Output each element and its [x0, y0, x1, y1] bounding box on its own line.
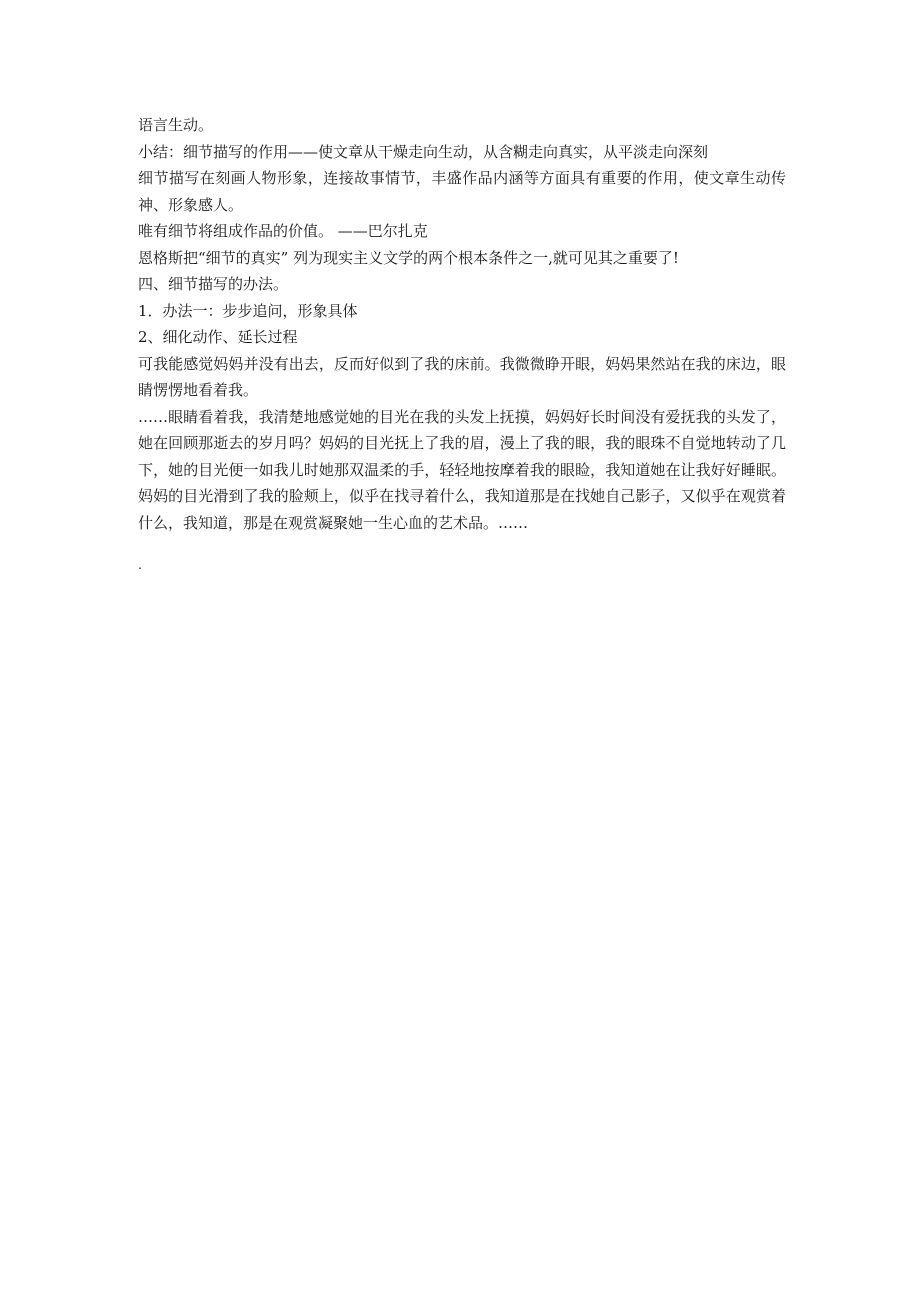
- paragraph-example-1: 可我能感觉妈妈并没有出去，反而好似到了我的床前。我微微睁开眼，妈妈果然站在我的床边，眼睛愣愣地看着我。: [138, 354, 786, 399]
- paragraph-importance: 细节描写在刻画人物形象，连接故事情节，丰盛作品内涵等方面具有重要的作用，使文章生动传神、形象感人。: [138, 169, 786, 214]
- section-heading-methods: 四、细节描写的办法。: [138, 275, 289, 293]
- method-item-2: 2、细化动作、延长过程: [138, 328, 298, 346]
- paragraph-quote-engels: 恩格斯把“细节的真实” 列为现实主义文学的两个根本条件之一,就可见其之重要了!: [138, 248, 679, 267]
- paragraph-example-2: ……眼睛看着我，我清楚地感觉她的目光在我的头发上抚摸，妈妈好长时间没有爱抚我的头发了，她在回顾那逝去的岁月吗？妈妈的目光抚上了我的眉，漫上了我的眼，我的眼珠不自觉地转动了几下，她的目光便一如我儿时她那双温柔的手，轻轻地按摩着我的眼睑，我知道她在让我好好睡眠。妈妈的目光滑到了我的脸颊上，似乎在找寻着什么，我知道那是在找她自己影子，又似乎在观赏着什么，我知道，那是在观赏凝聚她一生心血的艺术品。……: [138, 407, 786, 532]
- document-body: [138, 112, 786, 578]
- method-item-1: 1．办法一：步步追问，形象具体: [138, 301, 358, 320]
- paragraph-summary: 小结：细节描写的作用——使文章从干燥走向生动，从含糊走向真实，从平淡走向深刻: [138, 142, 709, 161]
- spacer: [138, 536, 786, 551]
- paragraph-quote-balzac: 唯有细节将组成作品的价值。 ——巴尔扎克: [138, 222, 428, 240]
- trailing-mark: .: [138, 556, 142, 572]
- paragraph-conclusion-tail: 语言生动。: [138, 116, 214, 134]
